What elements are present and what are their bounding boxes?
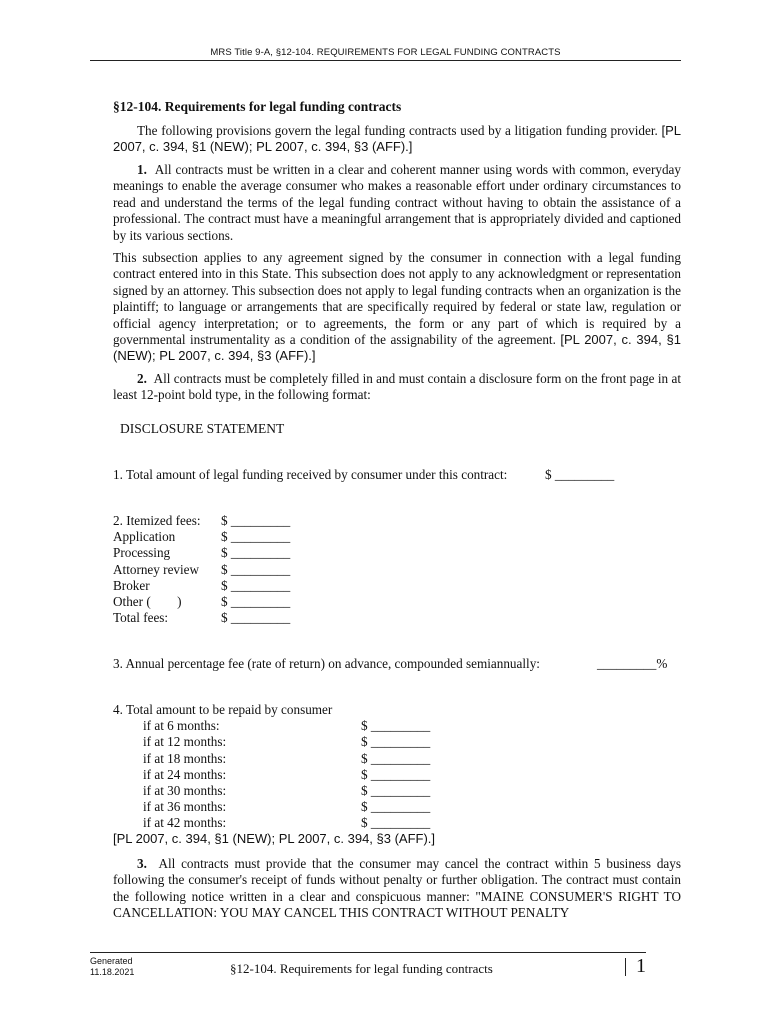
section-title: §12-104. Requirements for legal funding contracts [113,99,402,114]
subsection-1-applies-text: This subsection applies to any agreement signed by the consumer in connection with a legal funding contract entered into in this State. This subsection does not apply to any acknowledgment or representation signed by an attorney. This subsection does not apply to legal funding contracts when an organization is the plaintiff; to language or arrangements that are specifically required by federal or state law, regulation or official agency interpretation; or to agreements, the form or any part of which is required by a governmental instrumentality as a condition of the assignability of the agreement. [113,250,681,348]
repay-label: if at 12 months: [143,734,227,750]
subsection-1-history: [PL 2007, c. 394, §1 (NEW); PL 2007, c. 394, §3 (AFF).] [113,332,681,364]
intro-paragraph [113,123,681,156]
subsection-3 [113,856,681,922]
subsection-2-text: All contracts must be completely filled in and must contain a disclosure form on the front page in at least 12-point bold type, in the following format: [113,371,681,403]
item-1-blank: $ _________ [545,467,615,482]
subsection-2-history: [PL 2007, c. 394, §1 (NEW); PL 2007, c. 394, §3 (AFF).] [113,831,436,846]
fee-label: Other ( ) [113,593,182,609]
repay-label: if at 6 months: [143,718,220,734]
fee-label: Attorney review [113,561,200,577]
repay-row [113,718,431,734]
fee-blank: $ _________ [221,513,291,528]
fee-label: Application [113,529,176,545]
item-1-label: 1. Total amount of legal funding received by consumer under this contract: [113,467,508,482]
intro-history: [PL 2007, c. 394, §1 (NEW); PL 2007, c. 394, §3 (AFF).] [113,123,682,155]
fee-blank: $ _________ [221,593,291,609]
footer-rule [90,952,646,953]
repay-blank: $ _________ [361,718,431,734]
repay-row [113,782,431,799]
repay-label: if at 18 months: [143,750,227,766]
subsection-2-number: 2. [137,371,147,386]
repay-label: if at 24 months: [143,766,227,782]
fee-label: Broker [113,577,150,593]
subsection-3-number: 3. [137,856,147,871]
generated-label: Generated [90,956,133,966]
fee-blank: $ _________ [221,577,291,593]
page-number: 1 [636,955,646,977]
header-rule [90,60,681,61]
item-4-label: 4. Total amount to be repaid by consumer [113,702,333,717]
repay-blank: $ _________ [361,815,431,831]
fee-blank: $ _________ [221,529,291,545]
footer-generated [90,956,134,978]
fee-blank: $ _________ [221,610,291,626]
repay-row [113,734,431,750]
repay-blank: $ _________ [361,782,431,798]
repay-row [113,799,431,815]
item-3-label: 3. Annual percentage fee (rate of return) on advance, compounded semiannually: [113,656,540,671]
repay-row [113,766,431,783]
subsection-1-number: 1. [137,162,147,177]
disclosure-heading: DISCLOSURE STATEMENT [120,421,285,436]
repay-label: if at 30 months: [143,782,227,798]
footer-divider [625,958,626,976]
running-header: MRS Title 9-A, §12-104. REQUIREMENTS FOR LEGAL FUNDING CONTRACTS [210,47,561,58]
repay-label: if at 36 months: [143,799,227,815]
intro-text: The following provisions govern the legal funding contracts used by a litigation funding provider. [137,123,658,138]
item-3-blank: _________% [597,656,668,671]
disclosure-item-1 [113,467,615,483]
repay-blank: $ _________ [361,750,431,766]
footer-title: §12-104. Requirements for legal funding contracts [230,961,493,976]
fee-blank: $ _________ [221,545,291,561]
repay-row [113,815,431,831]
generated-date: 11.18.2021 [90,967,135,977]
repay-blank: $ _________ [361,799,431,815]
repay-blank: $ _________ [361,766,431,782]
repay-blank: $ _________ [361,734,431,750]
repay-label: if at 42 months: [143,815,227,831]
repay-row [113,750,431,767]
disclosure-item-4 [113,702,431,832]
subsection-1 [113,162,681,244]
subsection-2 [113,371,681,404]
fee-label: Processing [113,545,171,561]
subsection-1-text: All contracts must be written in a clear and coherent manner using words with common, everyday meanings to enable the average consumer who makes a reasonable effort under ordinary circumstances to read and understand the terms of the legal funding contract without having to obtain the assistance of a professional. The contract must have a meaningful arrangement that is appropriately divided and captioned by its various sections. [113,162,682,243]
item-4-heading-row [113,702,332,718]
fee-blank: $ _________ [221,561,291,577]
fee-label: Total fees: [113,610,169,626]
subsection-1-applies [113,250,681,365]
subsection-3-text: All contracts must provide that the consumer may cancel the contract within 5 business days following the consumer's receipt of funds without penalty or further obligation. The contract must contain the following notice written in a clear and conspicuous manner: "MAINE CONSUMER'S RIGHT TO CANCELLATION: YOU MAY CANCEL THIS CONTRACT WITHOUT PENALTY [113,856,682,921]
fee-label: 2. Itemized fees: [113,513,201,528]
disclosure-item-3 [113,656,681,672]
